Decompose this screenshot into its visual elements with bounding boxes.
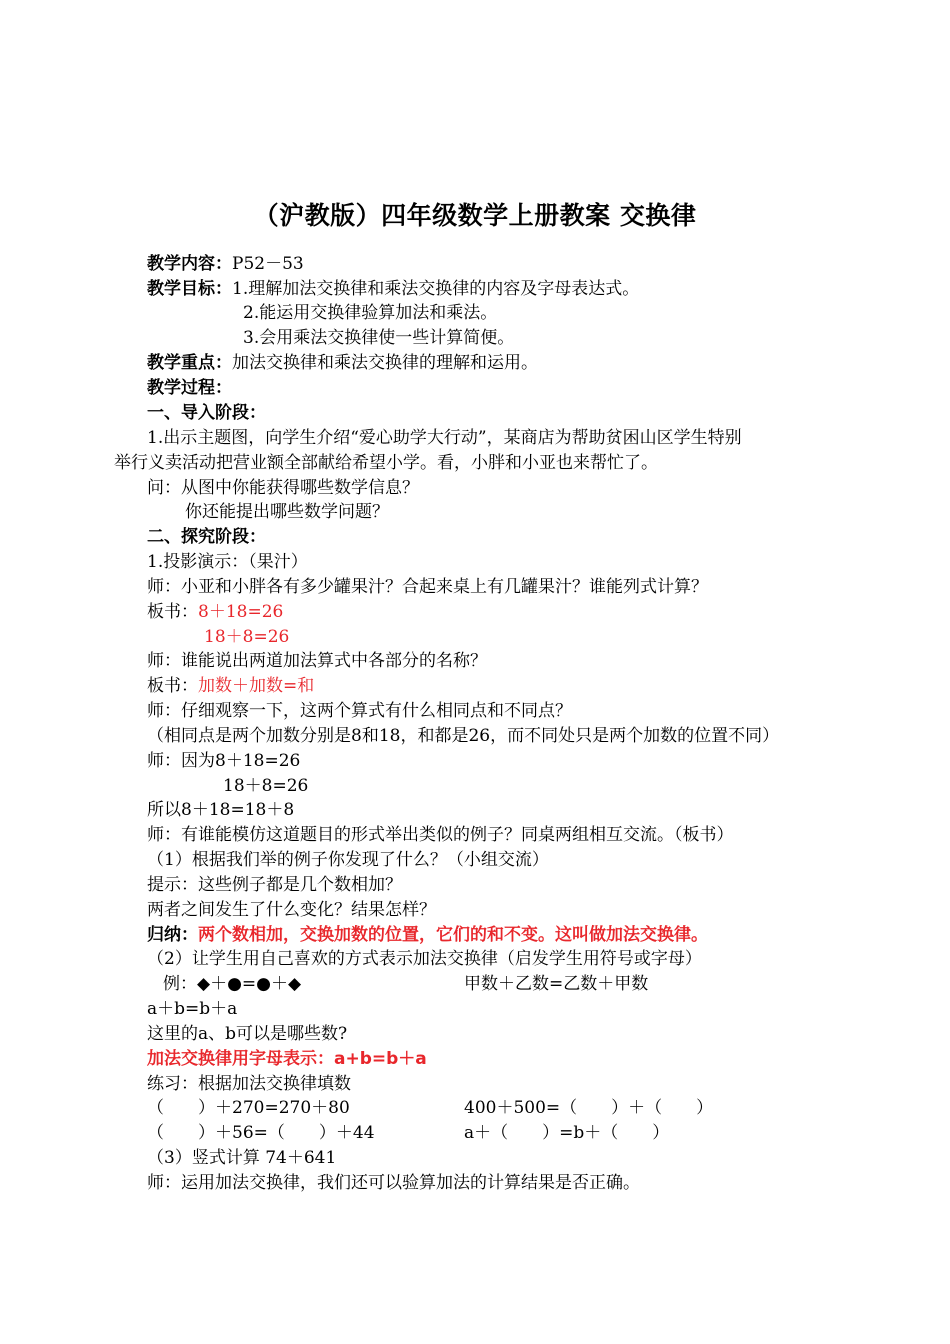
because-line-2: 18＋8=26: [223, 776, 309, 796]
teacher-question-names: 师：谁能说出两道加法算式中各部分的名称？: [147, 651, 487, 671]
page-title: （沪教版）四年级数学上册教案 交换律: [253, 201, 697, 230]
exercise-1-left: （ ）＋270=270＋80: [147, 1098, 350, 1118]
projection-line: 1.投影演示：（果汁）: [147, 552, 308, 572]
board-note-1-label: 板书：: [147, 602, 198, 622]
board-note-2-label: 板书：: [147, 676, 198, 696]
board-note-2-value: 加数＋加数=和: [198, 676, 315, 696]
process-label: 教学过程：: [147, 378, 232, 398]
teacher-observe: 师：仔细观察一下，这两个算式有什么相同点和不同点？: [147, 701, 572, 721]
observation-answer: （相同点是两个加数分别是8和18，和都是26，而不同处只是两个加数的位置不同）: [147, 726, 780, 746]
teaching-goals: [147, 277, 639, 301]
teaching-content-label: 教学内容：: [147, 254, 232, 274]
board-equation-1: 8＋18=26: [198, 602, 284, 622]
teaching-key: [147, 351, 538, 375]
representation-prompt: （2）让学生用自己喜欢的方式表示加法交换律（启发学生用符号或字母）: [147, 949, 702, 969]
board-note-2: [147, 674, 314, 698]
change-question: 两者之间发生了什么变化？结果怎样？: [147, 900, 436, 920]
discovery-question: （1）根据我们举的例子你发现了什么？（小组交流）: [147, 850, 549, 870]
because-line: 师：因为8＋18=26: [147, 751, 301, 771]
goal-item-3: 3.会用乘法交换律使一些计算简便。: [243, 328, 515, 348]
vertical-calculation: （3）竖式计算 74＋641: [147, 1148, 337, 1168]
exercise-2-right: a＋（ ）=b＋（ ）: [464, 1123, 670, 1143]
teacher-examples: 师：有谁能模仿这道题目的形式举出类似的例子？同桌两组相互交流。（板书）: [147, 825, 734, 845]
section-2-heading: 二、探究阶段：: [147, 527, 266, 547]
teaching-content: [147, 252, 304, 276]
exercise-1-right: 400＋500=（ ）＋（ ）: [464, 1098, 714, 1118]
teaching-key-label: 教学重点：: [147, 353, 232, 373]
practice-title: 练习：根据加法交换律填数: [147, 1074, 351, 1094]
intro-paragraph-line-2: 举行义卖活动把营业额全部献给希望小学。看，小胖和小亚也来帮忙了。: [114, 453, 658, 473]
board-equation-2: 18＋8=26: [204, 627, 290, 647]
summary-value: 两个数相加，交换加数的位置，它们的和不变。这叫做加法交换律。: [198, 925, 708, 945]
goal-item-1: 1.理解加法交换律和乘法交换律的内容及字母表达式。: [232, 279, 640, 299]
teacher-question-juice: 师：小亚和小胖各有多少罐果汁？合起来桌上有几罐果汁？谁能列式计算？: [147, 577, 708, 597]
law-statement: 加法交换律用字母表示：a+b=b＋a: [147, 1049, 427, 1069]
therefore-line: 所以8＋18=18＋8: [147, 800, 295, 820]
question-1: 问：从图中你能获得哪些数学信息？: [147, 478, 419, 498]
example-words: 甲数＋乙数=乙数＋甲数: [464, 974, 649, 994]
summary: [147, 923, 708, 947]
example-symbols: 例：◆＋●=●＋◆: [163, 974, 302, 994]
teacher-verify: 师：运用加法交换律，我们还可以验算加法的计算结果是否正确。: [147, 1173, 640, 1193]
exercise-2-left: （ ）＋56=（ ）＋44: [147, 1123, 375, 1143]
letter-formula: a＋b=b＋a: [147, 999, 238, 1019]
section-1-heading: 一、导入阶段：: [147, 403, 266, 423]
question-2: 你还能提出哪些数学问题？: [185, 502, 389, 522]
teaching-content-value: P52－53: [232, 254, 304, 274]
board-note-1: [147, 600, 283, 624]
intro-paragraph-line-1: 1.出示主题图，向学生介绍“爱心助学大行动”，某商店为帮助贫困山区学生特别: [147, 428, 742, 448]
goal-item-2: 2.能运用交换律验算加法和乘法。: [243, 303, 498, 323]
letters-question: 这里的a、b可以是哪些数?: [147, 1024, 348, 1044]
teaching-goals-label: 教学目标：: [147, 279, 232, 299]
teaching-key-value: 加法交换律和乘法交换律的理解和运用。: [232, 353, 538, 373]
summary-label: 归纳：: [147, 925, 198, 945]
hint-line: 提示：这些例子都是几个数相加？: [147, 875, 402, 895]
